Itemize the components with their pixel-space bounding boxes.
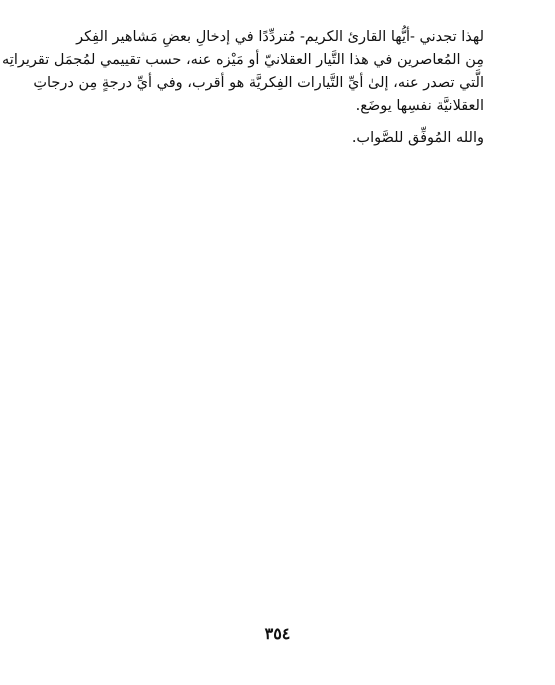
paragraph-line: العقلانيَّة نفسِها يوضَع. bbox=[355, 98, 484, 114]
paragraph-line: مِن المُعاصرين في هذا التَّيار العقلانيّ أو مَيْزه عنه، حسب تقييمي لمُجمَل تقريراتِه bbox=[2, 52, 484, 68]
closing-line: والله المُوفِّق للصَّواب. bbox=[351, 130, 484, 146]
body-text bbox=[2, 26, 484, 150]
paragraph-line: لهذا تجدني -أيُّها القارئ الكريم- مُتردِّدًا في إدخالِ بعضِ مَشاهير الفِكر bbox=[76, 29, 484, 45]
page-number: ٣٥٤ bbox=[264, 624, 291, 643]
paragraph-line: الَّتي تصدر عنه، إلىٰ أيِّ التَّيارات الفِكريَّة هو أقرب، وفي أيِّ درجةٍ مِن درجاتِ bbox=[33, 75, 484, 91]
